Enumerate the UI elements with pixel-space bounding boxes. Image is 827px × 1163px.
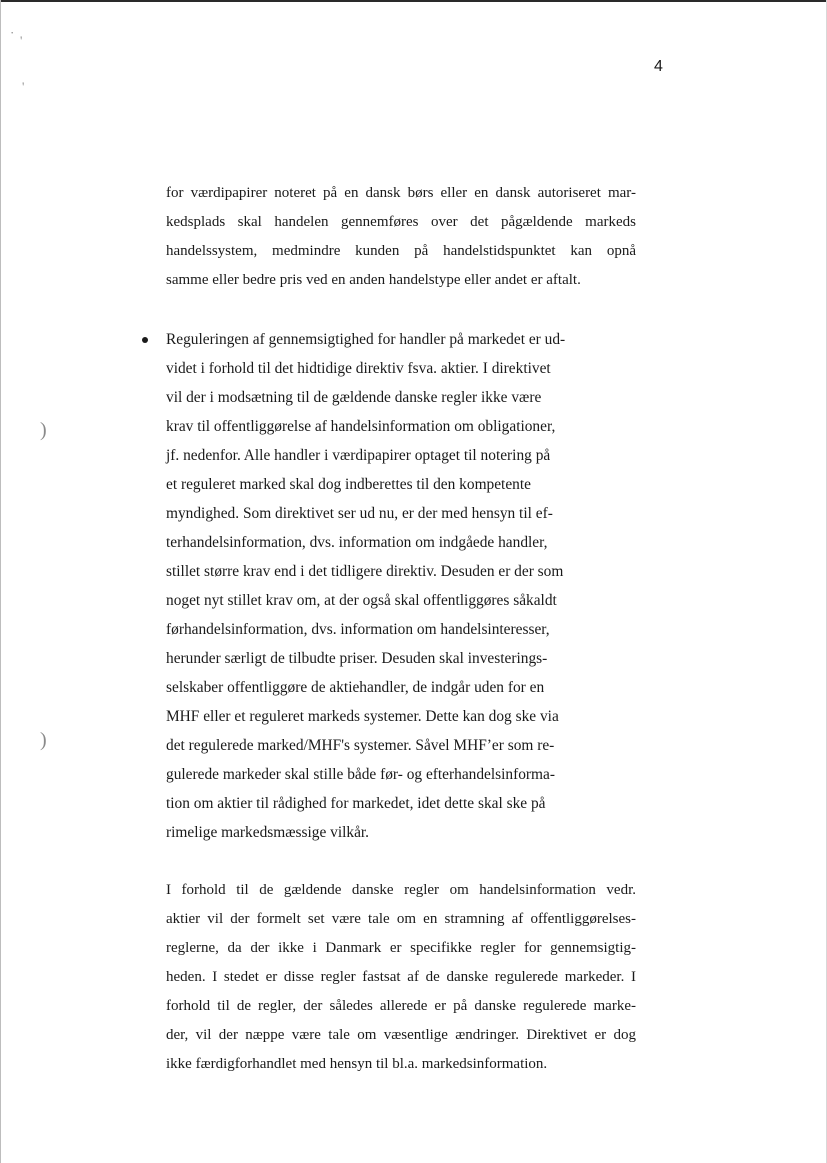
text-line: vil der i modsætning til de gældende danske regler ikke være — [166, 389, 542, 406]
text-line: reglerne, da der ikke i Danmark er specifikke regler for gennemsigtig- — [166, 940, 636, 956]
bullet-paragraph — [166, 325, 642, 847]
page-number: 4 — [654, 58, 663, 75]
scan-speck: ' — [20, 33, 23, 48]
text-line: handelssystem, medmindre kunden på handelstidspunktet kan opnå — [166, 243, 636, 259]
text-line: et reguleret marked skal dog indberettes til den kompetente — [166, 476, 531, 493]
text-line: samme eller bedre pris ved en anden handelstype eller andet er aftalt. — [166, 272, 581, 288]
text-line: videt i forhold til det hidtidige direktiv fsva. aktier. I direktivet — [166, 360, 551, 377]
text-line: Reguleringen af gennemsigtighed for handler på markedet er ud- — [166, 331, 566, 348]
punch-hole-mark: ) — [40, 729, 47, 751]
text-line: MHF eller et reguleret markeds systemer. Dette kan dog ske via — [166, 708, 559, 725]
scan-speck: ' — [22, 79, 25, 94]
top-scan-rule — [0, 0, 827, 2]
text-line: gulerede markeder skal stille både før- og efterhandelsinforma- — [166, 766, 555, 783]
text-line: terhandelsinformation, dvs. information om indgåede handler, — [166, 534, 548, 551]
text-line: herunder særligt de tilbudte priser. Desuden skal investerings- — [166, 650, 548, 667]
text-line: jf. nedenfor. Alle handler i værdipapirer optaget til notering på — [166, 447, 551, 464]
punch-hole-mark: ) — [40, 419, 47, 441]
text-line: selskaber offentliggøre de aktiehandler, de indgår uden for en — [166, 679, 545, 696]
text-line: aktier vil der formelt set være tale om en stramning af offentliggørelses- — [166, 911, 636, 927]
text-line: rimelige markedsmæssige vilkår. — [166, 824, 370, 841]
scan-speck: · — [10, 25, 15, 40]
intro-paragraph — [166, 179, 636, 295]
bullet-icon — [142, 337, 148, 343]
text-line: forhold til de regler, der således allerede er på danske regulerede marke- — [166, 998, 636, 1014]
text-line: ikke færdigforhandlet med hensyn til bl.a. markedsinformation. — [166, 1056, 548, 1072]
text-line: heden. I stedet er disse regler fastsat af de danske regulerede markeder. I — [166, 969, 636, 985]
text-line: der, vil der næppe være tale om væsentlige ændringer. Direktivet er dog — [166, 1027, 636, 1043]
text-line: krav til offentliggørelse af handelsinformation om obligationer, — [166, 418, 556, 435]
text-line: I forhold til de gældende danske regler om handelsinformation vedr. — [166, 882, 636, 898]
text-line: stillet større krav end i det tidligere direktiv. Desuden er der som — [166, 563, 564, 580]
text-line: førhandelsinformation, dvs. information om handelsinteresser, — [166, 621, 550, 638]
text-line: tion om aktier til rådighed for markedet, idet dette skal ske på — [166, 795, 546, 812]
text-line: noget nyt stillet krav om, at der også skal offentliggøres såkaldt — [166, 592, 557, 609]
text-line: myndighed. Som direktivet ser ud nu, er der med hensyn til ef- — [166, 505, 553, 522]
text-line: for værdipapirer noteret på en dansk børs eller en dansk autoriseret mar- — [166, 185, 636, 201]
closing-paragraph — [166, 876, 636, 1079]
text-line: det regulerede marked/MHF's systemer. Såvel MHF’er som re- — [166, 737, 555, 754]
left-scan-edge — [0, 0, 1, 1163]
text-line: kedsplads skal handelen gennemføres over det pågældende markeds — [166, 214, 636, 230]
